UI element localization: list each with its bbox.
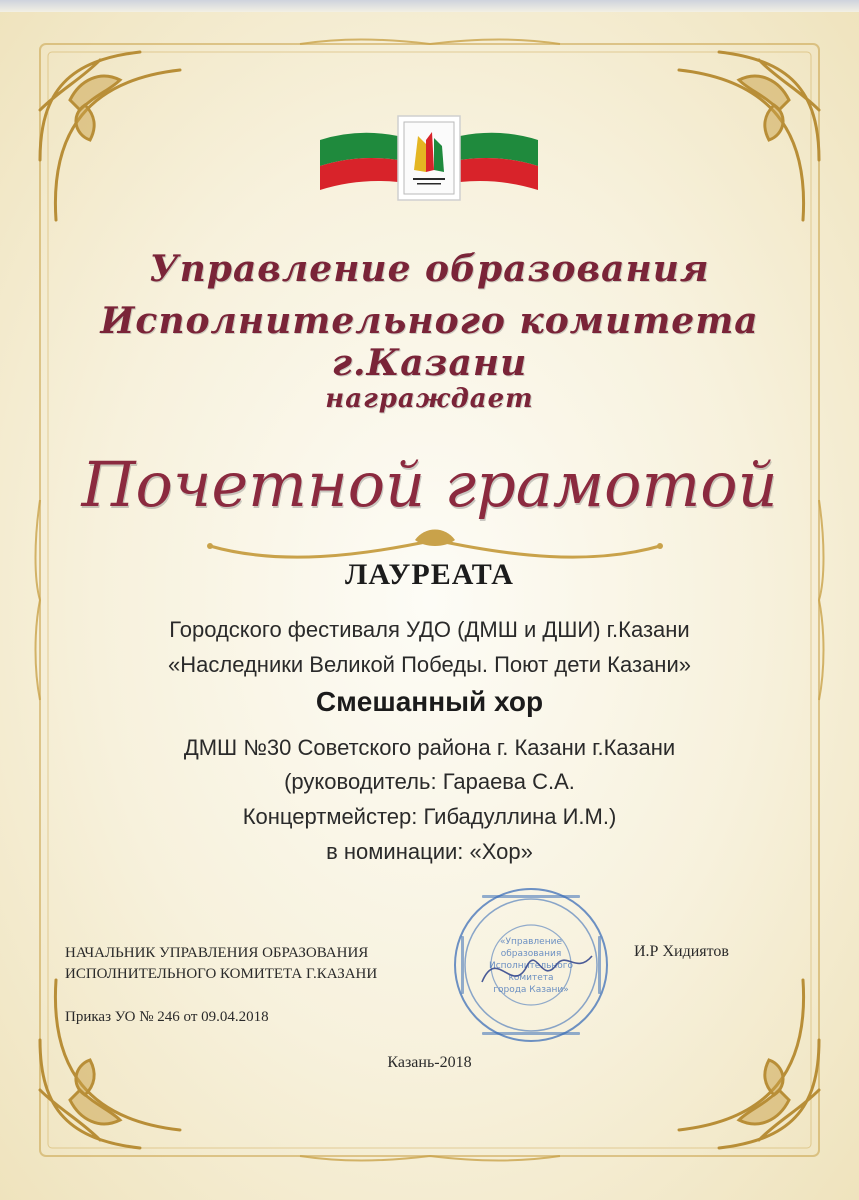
signatory-position-line-2: ИСПОЛНИТЕЛЬНОГО КОМИТЕТА Г.КАЗАНИ (65, 966, 378, 982)
svg-text:образования: образования (500, 949, 562, 959)
school-line: ДМШ №30 Советского района г. Казани г.Казани (183, 735, 676, 760)
accompanist-line: Концертмейстер: Гибадуллина И.М.) (242, 804, 617, 829)
ornament-divider-icon (200, 526, 670, 562)
city-year: Казань-2018 (387, 1054, 472, 1071)
festival-name-line: «Наследники Великой Победы. Поют дети Казани» (168, 652, 691, 677)
nomination-line: в номинации: «Хор» (326, 839, 533, 864)
recipient-name: Смешанный хор (315, 686, 544, 717)
svg-text:города Казани»: города Казани» (493, 985, 569, 995)
round-stamp-icon (452, 886, 610, 1044)
order-reference: Приказ УО № 246 от 09.04.2018 (65, 1009, 269, 1025)
org-line-2: Исполнительного комитета г.Казани (100, 300, 759, 384)
signatory-position (65, 943, 377, 985)
awards-label: награждает (325, 384, 534, 414)
award-title: Почетной грамотой (81, 448, 778, 521)
signatory-name: И.Р Хидиятов (634, 943, 729, 960)
laureate-heading: ЛАУРЕАТА (345, 558, 514, 591)
signatory-position-line-1: НАЧАЛЬНИК УПРАВЛЕНИЯ ОБРАЗОВАНИЯ (65, 945, 369, 961)
org-line-1: Управление образования (149, 248, 710, 290)
director-line: (руководитель: Гараева С.А. (284, 769, 575, 794)
festival-line: Городского фестиваля УДО (ДМШ и ДШИ) г.Казани (169, 617, 690, 642)
svg-text:«Управление: «Управление (500, 937, 562, 947)
tatarstan-flag-emblem-icon (318, 110, 540, 206)
svg-text:комитета: комитета (508, 973, 554, 983)
svg-text:Исполнительного: Исполнительного (488, 961, 574, 971)
